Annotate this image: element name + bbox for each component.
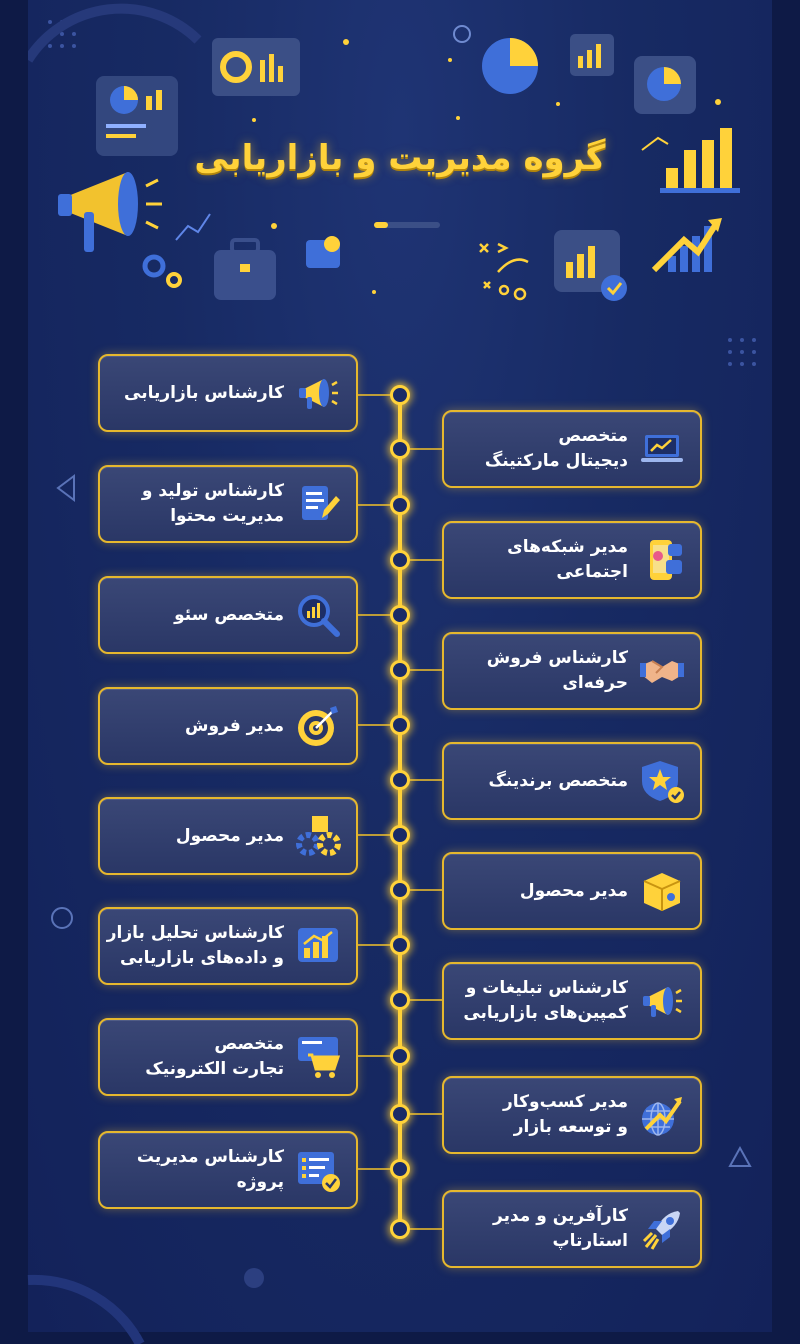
connector-line	[358, 944, 392, 946]
role-label: متخصص تجارت الکترونیک	[145, 1034, 284, 1079]
connector-line	[408, 999, 442, 1001]
pie-card-right-icon	[634, 56, 696, 114]
timeline-node	[390, 550, 410, 570]
timeline-node	[390, 660, 410, 680]
role-card	[442, 852, 702, 930]
megaphone-icon	[58, 172, 162, 252]
timeline-node	[390, 605, 410, 625]
bar-chart-icon	[642, 128, 740, 193]
role-card	[442, 521, 702, 599]
connector-line	[408, 669, 442, 671]
connector-line	[408, 1113, 442, 1115]
connector-line	[358, 394, 392, 396]
target-icon	[292, 700, 344, 752]
connector-line	[358, 1168, 392, 1170]
connector-line	[358, 614, 392, 616]
timeline-node	[390, 385, 410, 405]
pie-chart-icon	[482, 38, 538, 94]
shield-star-icon	[636, 755, 688, 807]
connector-line	[408, 448, 442, 450]
role-label: کارشناس فروش حرفه‌ای	[486, 648, 628, 693]
role-card	[442, 962, 702, 1040]
role-card	[442, 632, 702, 710]
timeline-node	[390, 880, 410, 900]
rocket-icon	[636, 1203, 688, 1255]
connector-line	[358, 504, 392, 506]
role-label: کارآفرین و مدیر استارتاپ	[493, 1206, 628, 1251]
connector-line	[408, 779, 442, 781]
connector-line	[358, 724, 392, 726]
role-label: کارشناس بازاریابی	[124, 382, 284, 403]
briefcase-icon	[214, 240, 276, 300]
laptop-chart-icon	[636, 423, 688, 475]
shopping-cart-icon	[292, 1031, 344, 1083]
magnifier-chart-icon	[292, 589, 344, 641]
strategy-icon	[480, 244, 528, 299]
role-label: مدیر فروش	[185, 715, 284, 736]
box-icon	[636, 865, 688, 917]
megaphone-icon	[636, 975, 688, 1027]
connector-line	[358, 1055, 392, 1057]
growth-card-icon	[570, 34, 614, 76]
role-card	[442, 1076, 702, 1154]
globe-arrow-icon	[636, 1089, 688, 1141]
role-label: کارشناس تحلیل بازار و داده‌های بازاریابی	[106, 923, 284, 968]
role-label: متخصص دیجیتال مارکتینگ	[484, 426, 628, 471]
handshake-icon	[636, 645, 688, 697]
connector-line	[408, 559, 442, 561]
growth-check-card-icon	[554, 230, 627, 301]
gears-box-icon	[292, 810, 344, 862]
chart-tag-icon	[306, 236, 340, 268]
role-card	[98, 1131, 358, 1209]
role-card	[98, 576, 358, 654]
role-label: مدیر شبکه‌های اجتماعی	[507, 537, 628, 582]
checklist-icon	[292, 1144, 344, 1196]
gears-icon	[145, 257, 180, 286]
connector-line	[408, 889, 442, 891]
timeline-node	[390, 1219, 410, 1239]
role-card	[98, 797, 358, 875]
role-label: مدیر محصول	[519, 880, 628, 901]
role-card	[442, 742, 702, 820]
timeline-node	[390, 495, 410, 515]
dashboard-card-icon	[212, 38, 300, 96]
connector-line	[408, 1228, 442, 1230]
document-pencil-icon	[292, 478, 344, 530]
social-phone-icon	[636, 534, 688, 586]
chart-board-icon	[292, 920, 344, 972]
timeline-node	[390, 715, 410, 735]
megaphone-icon	[292, 367, 344, 419]
timeline-node	[390, 990, 410, 1010]
timeline-node	[390, 935, 410, 955]
role-label: مدیر محصول	[175, 825, 284, 846]
role-label: مدیر کسب‌وکار و توسعه بازار	[502, 1092, 628, 1137]
role-card	[442, 1190, 702, 1268]
role-label: کارشناس تولید و مدیریت محتوا	[141, 481, 284, 526]
role-card	[98, 1018, 358, 1096]
role-label: کارشناس تبلیغات و کمپین‌های بازاریابی	[463, 978, 628, 1023]
role-card	[98, 354, 358, 432]
role-label: کارشناس مدیریت پروژه	[136, 1147, 284, 1192]
page-title: گروه مدیریت و بازاریابی	[194, 138, 606, 178]
timeline-node	[390, 1046, 410, 1066]
connector-line	[358, 834, 392, 836]
role-label: متخصص سئو	[174, 604, 284, 625]
role-card	[442, 410, 702, 488]
role-label: متخصص برندینگ	[488, 770, 628, 791]
role-card	[98, 907, 358, 985]
timeline-node	[390, 1104, 410, 1124]
timeline-node	[390, 439, 410, 459]
trend-up-icon	[654, 218, 722, 272]
timeline-node	[390, 1159, 410, 1179]
role-card	[98, 687, 358, 765]
timeline-node	[390, 825, 410, 845]
role-card	[98, 465, 358, 543]
timeline-node	[390, 770, 410, 790]
